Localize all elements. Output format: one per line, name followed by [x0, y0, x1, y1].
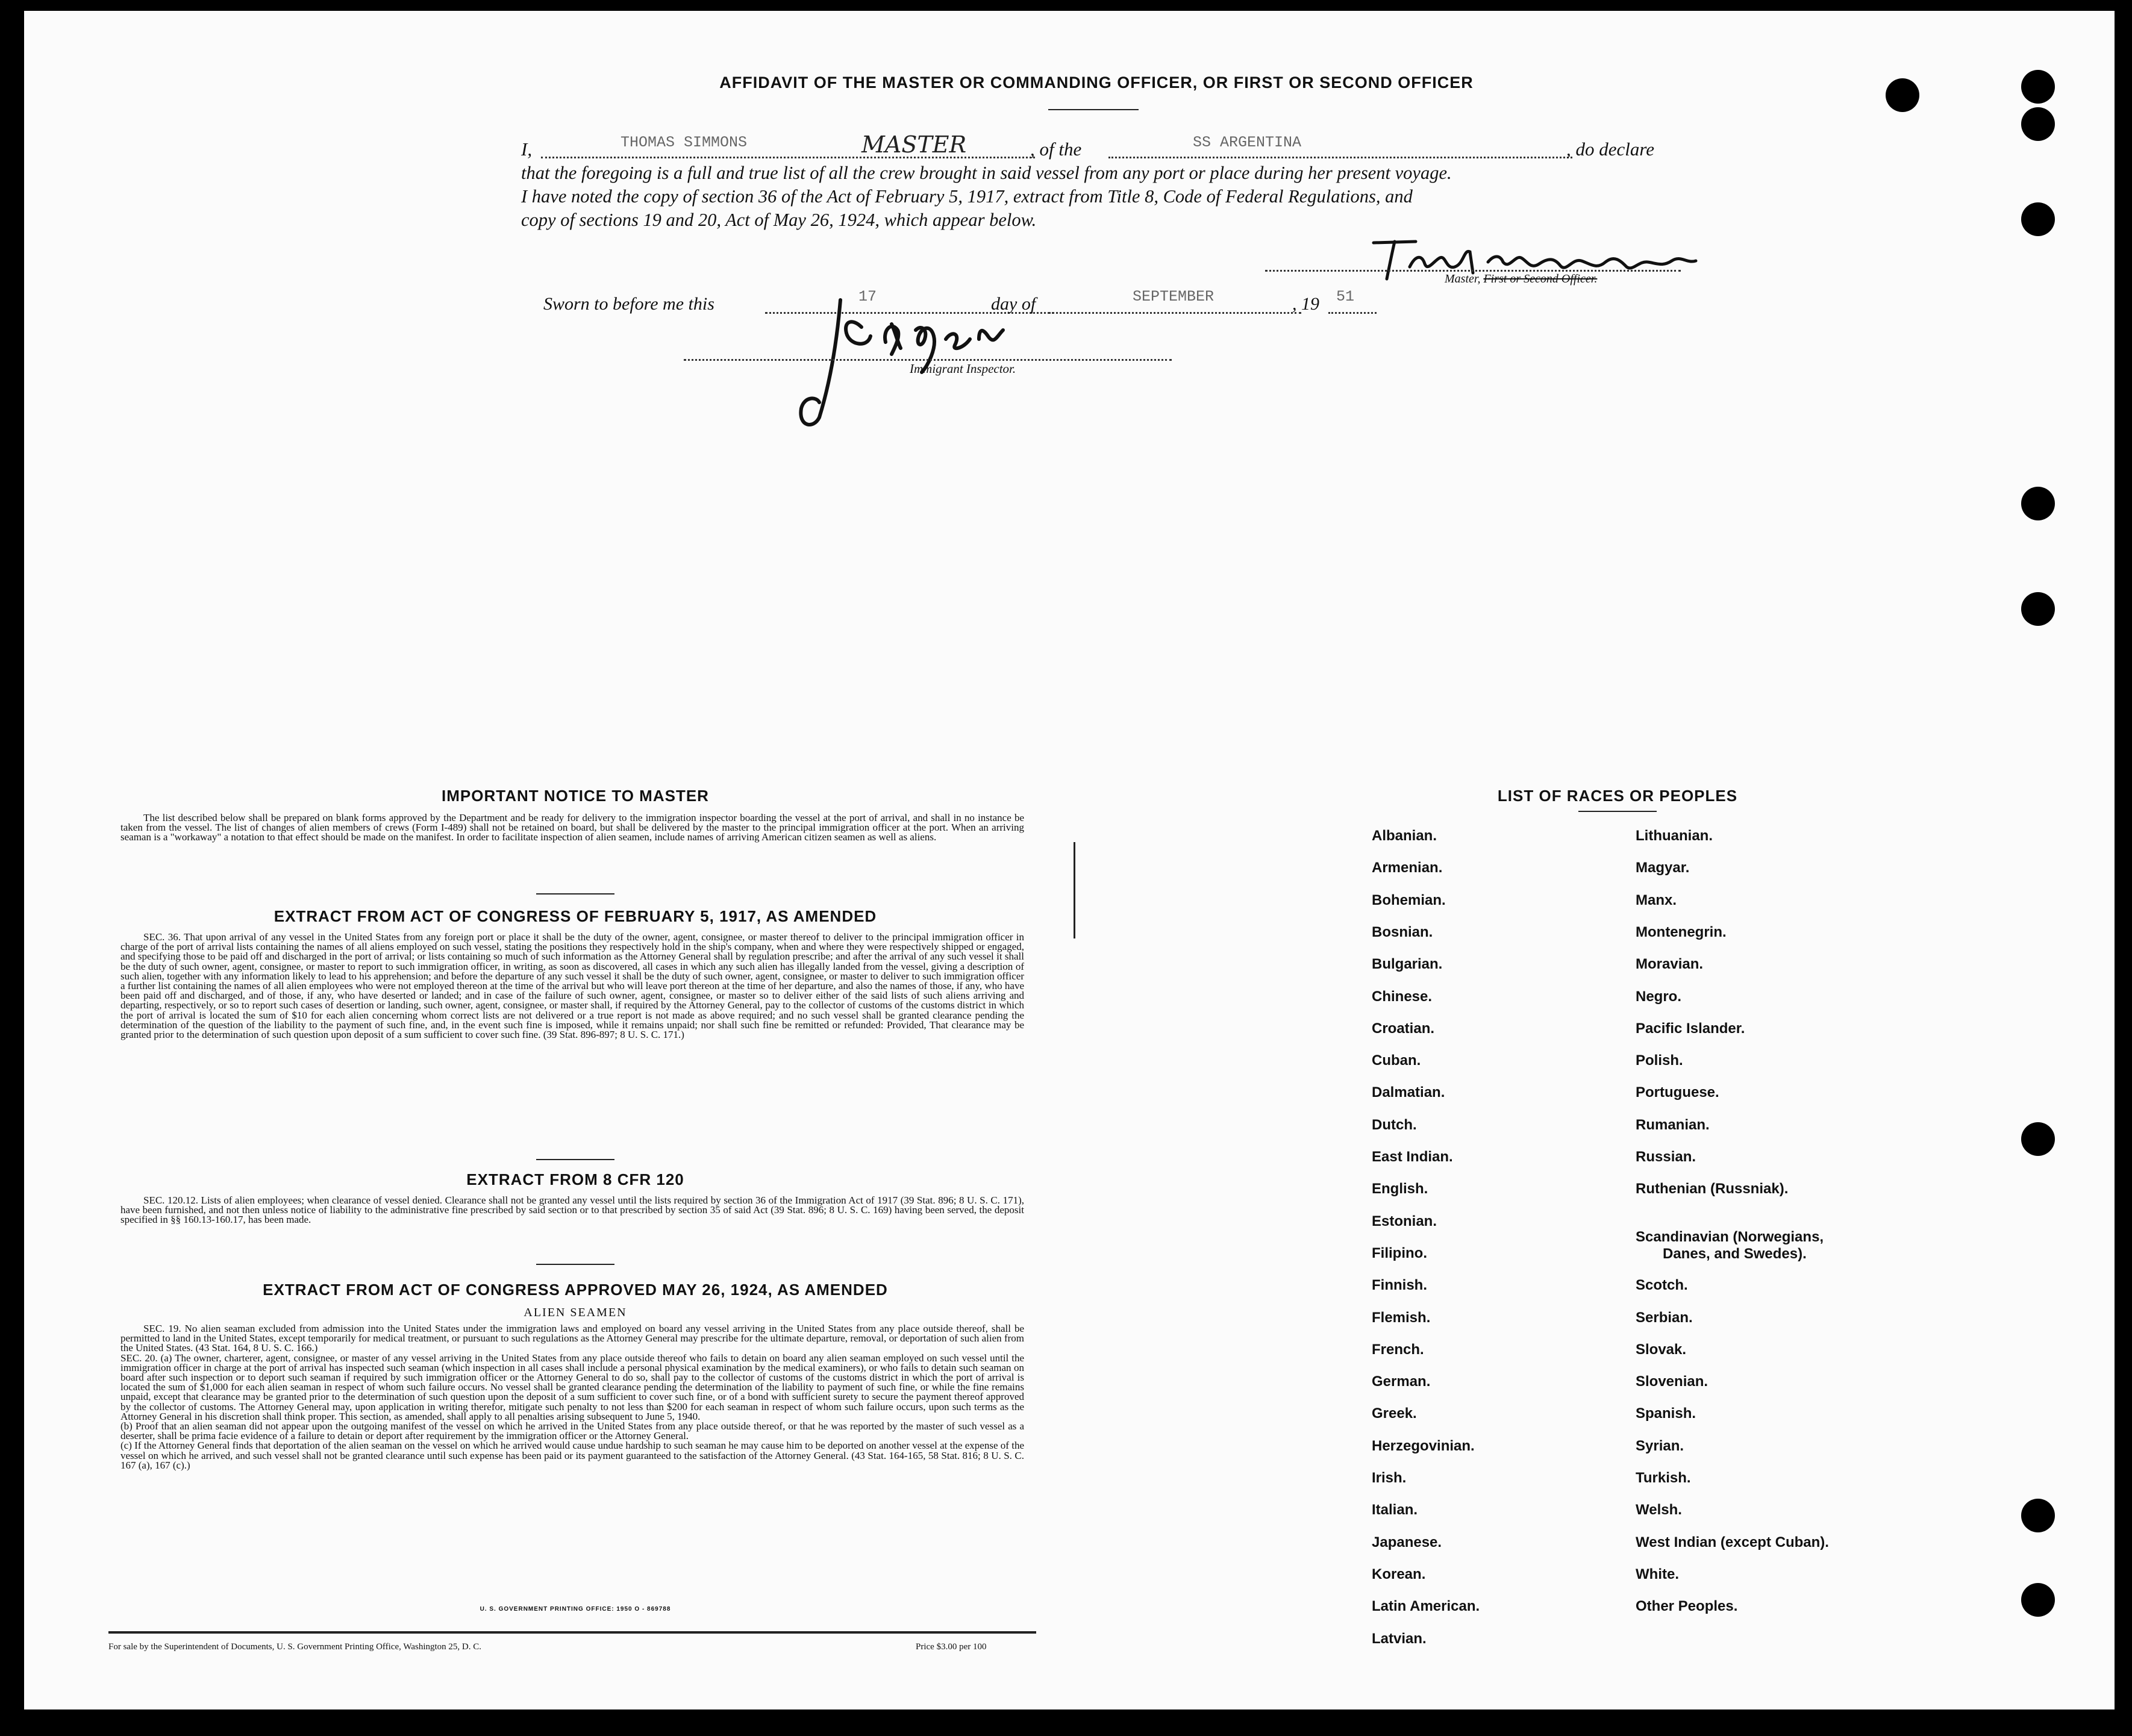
race-item: Scotch. — [1636, 1277, 1688, 1294]
vessel-name: SS ARGENTINA — [1193, 134, 1302, 151]
race-item: Dutch. — [1372, 1116, 1417, 1133]
race-item: Lithuanian. — [1636, 828, 1713, 844]
footer-rule — [108, 1631, 1036, 1634]
punch-hole — [2021, 1499, 2055, 1532]
vessel-line — [1108, 157, 1572, 158]
rank-handwritten: MASTER — [861, 131, 967, 158]
i-label: I, — [521, 139, 533, 160]
races-rule — [1578, 811, 1657, 812]
master-name: THOMAS SIMMONS — [621, 134, 748, 151]
race-item: Portuguese. — [1636, 1084, 1719, 1101]
race-item: Other Peoples. — [1636, 1598, 1738, 1615]
master-caption-officer: First or Second Officer. — [1483, 272, 1598, 286]
race-item: French. — [1372, 1341, 1424, 1358]
master-signature-line — [1265, 270, 1681, 272]
inspector-signature-line — [684, 359, 1172, 361]
race-item: Rumanian. — [1636, 1116, 1710, 1133]
punch-hole — [2021, 487, 2055, 520]
race-item: Serbian. — [1636, 1309, 1693, 1326]
race-item: Italian. — [1372, 1502, 1418, 1519]
extract-1924-subtitle: ALIEN SEAMEN — [524, 1306, 627, 1319]
race-item: Greek. — [1372, 1405, 1417, 1422]
extract-cfr-title: EXTRACT FROM 8 CFR 120 — [466, 1170, 684, 1188]
race-item: Filipino. — [1372, 1244, 1427, 1261]
race-item: English. — [1372, 1181, 1428, 1197]
race-item: Pacific Islander. — [1636, 1020, 1745, 1037]
declaration-line-2: that the foregoing is a full and true list of all the crew brought in said vessel from any port or place during her present voyage. — [521, 163, 1452, 183]
race-item: Danes, and Swedes). — [1663, 1246, 1807, 1262]
race-item: Korean. — [1372, 1566, 1426, 1582]
race-item: Chinese. — [1372, 988, 1433, 1005]
race-item: West Indian (except Cuban). — [1636, 1534, 1829, 1550]
sworn-day: 17 — [858, 288, 877, 305]
sworn-month: SEPTEMBER — [1133, 288, 1214, 305]
year-prefix: , 19 — [1292, 294, 1319, 314]
fold-guide — [1074, 842, 1075, 938]
master-caption — [1445, 272, 1597, 286]
notice-title: IMPORTANT NOTICE TO MASTER — [442, 787, 709, 805]
race-item: German. — [1372, 1373, 1431, 1390]
footer-sale-text: For sale by the Superintendent of Documents, U. S. Government Printing Office, Washington 25, D. C. — [108, 1642, 481, 1652]
title-rule — [1048, 109, 1139, 110]
master-caption-master: Master, — [1445, 272, 1481, 286]
notice-body: The list described below shall be prepared on blank forms approved by the Department and be ready for delivery to the immigration inspector boarding the vessel at the port of arrival, and shall in no instance be taken from the vessel. The list of changes of alien members of crews (Form I-489) shall not be retained on board, but shall be delivered by the master to the principal immigration officer at the port. When an arriving seaman is a "workaway" a notation to that effect should be made on the manifest. In order to facilitate inspection of alien seamen, include names of arriving American citizen seamen as well as aliens. — [120, 812, 1024, 843]
race-item: Scandinavian (Norwegians, — [1636, 1229, 1824, 1245]
race-item: Ruthenian (Russniak). — [1636, 1181, 1789, 1197]
race-item: Welsh. — [1636, 1502, 1682, 1519]
race-item: East Indian. — [1372, 1149, 1453, 1165]
punch-hole — [1886, 78, 1919, 112]
day-of-label: day of — [991, 294, 1036, 314]
punch-hole — [2021, 1122, 2055, 1156]
rule-3 — [536, 1264, 614, 1265]
race-item: Albanian. — [1372, 828, 1437, 844]
extract-1917-body: SEC. 36. That upon arrival of any vessel in the United States from any foreign port or place it shall be the duty of the owner, agent, consignee, or master thereof to deliver to the principal immigration officer in charge of the port of arrival lists containing the names of all aliens employed on such vessel, stating the positions they respectively hold in the ship's company, when and where they were respectively shipped or engaged, and specifying those to be paid off and discharged in the port of arrival; or lists containing so much of such information as the Attorney General shall by regulation prescribe; and after the arrival of any such vessel it shall be the duty of such owner, agent, consignee, or master to report to such immigration officer, in writing, as soon as discovered, all cases in which any such alien has illegally landed from the vessel, giving a description of such alien, together with any information likely to lead to his apprehension; and before the departure of any such vessel it shall be the duty of such owner, agent, consignee, or master to deliver to such immigration officer a further list containing the names of all alien employees who were not employed thereon at the time of the arrival but who will leave port thereon at the time of her departure, and also the names of those, if any, who have been paid off and discharged, and of those, if any, who have deserted or landed; and in case of the failure of such owner, agent, consignee, or master so to deliver either of the said lists of such aliens arriving and departing, respectively, or so to report such cases of desertion or landing, such owner, agent, consignee, or master shall, if required by the Attorney General, pay to the collector of customs of the customs district in which the port of arrival is located the sum of $10 for each alien concerning whom correct lists are not delivered or a true report is not made as above required; and no such vessel shall be granted clearance pending the determination of the question of the liability to the payment of such fine, and, in the event such fine is imposed, while it remains unpaid; nor shall such fine be remitted or refunded: Provided, That clearance may be granted prior to the determination of such question upon deposit of a sum sufficient to cover such fine. (39 Stat. 896-897; 8 U. S. C. 171.) — [120, 931, 1024, 1041]
extract-1924-title: EXTRACT FROM ACT OF CONGRESS APPROVED MAY 26, 1924, AS AMENDED — [263, 1281, 888, 1299]
races-title: LIST OF RACES OR PEOPLES — [1497, 787, 1738, 805]
declaration-line-4: copy of sections 19 and 20, Act of May 26, 1924, which appear below. — [521, 210, 1037, 230]
inspector-caption: Immigrant Inspector. — [910, 361, 1016, 376]
punch-hole — [2021, 202, 2055, 236]
race-item: Herzegovinian. — [1372, 1437, 1475, 1454]
race-item: Armenian. — [1372, 860, 1443, 876]
race-item: Flemish. — [1372, 1309, 1431, 1326]
race-item: Russian. — [1636, 1149, 1696, 1165]
race-item: Latvian. — [1372, 1630, 1427, 1647]
sworn-label: Sworn to before me this — [543, 294, 714, 314]
race-item: Spanish. — [1636, 1405, 1696, 1422]
race-item: Slovak. — [1636, 1341, 1687, 1358]
punch-hole — [2021, 592, 2055, 626]
race-item: Bulgarian. — [1372, 956, 1443, 973]
footer-price: Price $3.00 per 100 — [916, 1642, 987, 1652]
race-item: Polish. — [1636, 1052, 1683, 1069]
race-item: Japanese. — [1372, 1534, 1442, 1550]
race-item: Montenegrin. — [1636, 923, 1727, 940]
punch-hole — [2021, 70, 2055, 104]
rule-2 — [536, 1159, 614, 1160]
race-item: Syrian. — [1636, 1437, 1684, 1454]
declaration-line-3: I have noted the copy of section 36 of the Act of February 5, 1917, extract from Title 8, Code of Federal Regulations, and — [521, 186, 1413, 207]
sworn-year-line — [1328, 312, 1377, 314]
race-item: Latin American. — [1372, 1598, 1480, 1615]
race-item: Negro. — [1636, 988, 1682, 1005]
race-item: Irish. — [1372, 1470, 1407, 1486]
race-item: Turkish. — [1636, 1470, 1691, 1486]
race-item: Slovenian. — [1636, 1373, 1708, 1390]
sworn-month-line — [1048, 312, 1301, 314]
of-the-label: , of the — [1030, 139, 1082, 160]
race-item: Croatian. — [1372, 1020, 1435, 1037]
race-item: Cuban. — [1372, 1052, 1421, 1069]
extract-1924-body: SEC. 19. No alien seaman excluded from admission into the United States under the immigration laws and employed on board any vessel arriving in the United States from any place outside thereof, shall be permitted to land in the United States, except temporarily for medical treatment, or pursuant to such regulations as the Attorney General may prescribe for the ultimate departure, removal, or deportation of such alien from the United States. (43 Stat. 164, 8 U. S. C. 166.) SEC. 20. (a) The owner, charterer, agent, consignee, or master of any vessel arriving in the United States from any place outside thereof who fails to detain on board any alien seaman employed on such vessel until the immigration officer in charge at the port of arrival has inspected such seaman (which inspection in all cases shall include a personal physical examination by the medical examiners), or who fails to detain such seaman on board after such inspection or to deport such seaman if required by such immigration officer or the Attorney General to do so, shall pay to the collector of customs of the customs district in which the port of arrival is located the sum of $1,000 for each alien seaman in respect of whom such failure occurs. No vessel shall be granted clearance pending the determination of the liability to payment of such fine, or while the fine remains unpaid, except that clearance may be granted prior to the determination of such question upon the deposit of a sum sufficient to cover such fine, or of a bond with sufficient surety to secure the payment thereof approved by the collector of customs. The Attorney General may, upon application in writing therefor, mitigate such penalty to not less than $200 for each seaman in respect of whom such failure occurs, upon such terms as the Attorney General in his discretion shall think proper. This section, as amended, shall apply to all penalties arising subsequent to June 5, 1940. (b) Proof that an alien seaman did not appear upon the outgoing manifest of the vessel on which he arrived in the United States from any place outside thereof, or that he was reported by the master of such vessel as a deserter, shall be prima facie evidence of a failure to detain or deport after requirement by the immigration officer or the Attorney General. (c) If the Attorney General finds that deportation of the alien seaman on the vessel on which he arrived would cause undue hardship to such seaman he may cause him to be deported on another vessel at the expense of the vessel on which he arrived, and such vessel shall not be granted clearance until such expense has been paid or its payment guaranteed to the satisfaction of the Attorney General. (43 Stat. 164-165, 58 Stat. 816; 8 U. S. C. 167 (a), 167 (c).) — [120, 1323, 1024, 1471]
race-item: Moravian. — [1636, 956, 1704, 973]
race-item: Magyar. — [1636, 860, 1690, 876]
race-item: Bohemian. — [1372, 891, 1446, 908]
extract-cfr-body: SEC. 120.12. Lists of alien employees; when clearance of vessel denied. Clearance shall not be granted any vessel until the lists required by section 36 of the Immigration Act of 1917 (39 Stat. 896; 8 U. S. C. 171), have been furnished, and not then unless notice of liability to the administrative fine prescribed by said section or to that prescribed by section 35 of said Act (39 Stat. 896; 8 U. S. C. 169) having been served, the deposit specified in §§ 160.13-160.17, has been made. — [120, 1194, 1024, 1226]
affidavit-title: AFFIDAVIT OF THE MASTER OR COMMANDING OFFICER, OR FIRST OR SECOND OFFICER — [719, 73, 1474, 92]
document-page — [24, 11, 2115, 1709]
race-item: Manx. — [1636, 891, 1677, 908]
punch-hole — [2021, 1583, 2055, 1617]
rule-1 — [536, 893, 614, 895]
do-declare-label: , do declare — [1566, 139, 1655, 160]
race-item: White. — [1636, 1566, 1679, 1582]
race-item: Bosnian. — [1372, 923, 1433, 940]
printing-office-imprint: U. S. GOVERNMENT PRINTING OFFICE: 1950 O - 869788 — [480, 1606, 671, 1613]
race-item: Estonian. — [1372, 1213, 1437, 1229]
sworn-year: 51 — [1336, 288, 1355, 305]
extract-1917-title: EXTRACT FROM ACT OF CONGRESS OF FEBRUARY 5, 1917, AS AMENDED — [274, 907, 877, 925]
race-item: Finnish. — [1372, 1277, 1427, 1294]
race-item: Dalmatian. — [1372, 1084, 1445, 1101]
punch-hole — [2021, 107, 2055, 141]
